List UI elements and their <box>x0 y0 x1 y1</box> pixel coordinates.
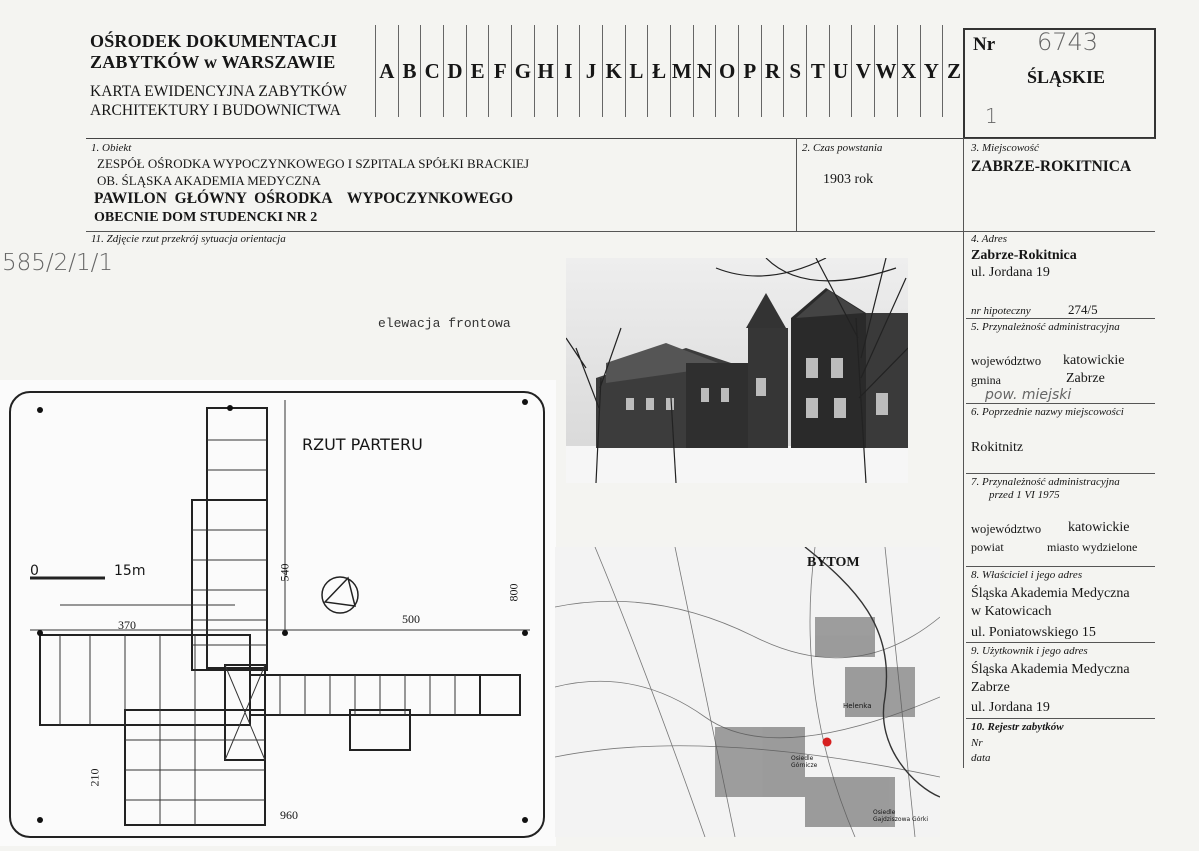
photo-section-label: 11. Zdjęcie rzut przekrój sytuacja orientacja <box>91 233 286 245</box>
admin-1975-woj-value: katowickie <box>1068 520 1130 535</box>
plan-dim-960: 960 <box>280 808 298 822</box>
divider <box>966 642 1155 643</box>
object-line4: OBECNIE DOM STUDENCKI NR 2 <box>94 210 318 225</box>
admin-pow-handwritten: pow. miejski <box>985 387 1072 403</box>
date-value: 1903 rok <box>823 172 874 187</box>
admin-1975-label1: 7. Przynależność administracyjna <box>971 476 1120 488</box>
alphabet-letter: N <box>693 25 716 117</box>
user-line1: Śląska Akademia Medyczna <box>971 662 1130 677</box>
address-label: 4. Adres <box>971 233 1008 245</box>
alphabet-letter: X <box>897 25 920 117</box>
alphabet-letter: T <box>806 25 829 117</box>
alphabet-letter: Ł <box>647 25 670 117</box>
plan-scale-end: 15m <box>114 563 146 579</box>
divider <box>963 138 964 768</box>
admin-gmina-label: gmina <box>971 373 1001 387</box>
map-label-district: Helenka <box>843 702 872 710</box>
admin-1975-powiat-value: miasto wydzielone <box>1047 540 1138 554</box>
user-label: 9. Użytkownik i jego adres <box>971 645 1088 657</box>
plan-dim-500: 500 <box>402 612 420 626</box>
alphabet-letter: W <box>874 25 897 117</box>
card-title-line1: KARTA EWIDENCYJNA ZABYTKÓW <box>90 83 347 100</box>
address-line1: Zabrze-Rokitnica <box>971 248 1077 263</box>
date-label: 2. Czas powstania <box>802 142 883 154</box>
divider <box>966 718 1155 719</box>
hip-label: nr hipoteczny <box>971 305 1031 317</box>
locality-value: ZABRZE-ROKITNICA <box>971 158 1132 175</box>
archive-side-note: 585/2/1/1 <box>2 250 114 276</box>
alphabet-letter: Y <box>920 25 943 117</box>
plan-dim-370: 370 <box>118 618 136 632</box>
prev-names-label: 6. Poprzednie nazwy miejscowości <box>971 406 1124 418</box>
alphabet-letter: C <box>420 25 443 117</box>
alphabet-letter: J <box>579 25 602 117</box>
registry-data-label: data <box>971 752 991 764</box>
alphabet-letter: A <box>375 25 398 117</box>
plan-title: RZUT PARTERU <box>302 435 423 454</box>
alphabet-letter: L <box>625 25 648 117</box>
divider <box>966 318 1155 319</box>
floor-plan <box>0 380 556 846</box>
alphabet-letter: H <box>534 25 557 117</box>
alphabet-letter: D <box>443 25 466 117</box>
divider <box>966 473 1155 474</box>
location-map <box>555 547 940 837</box>
alphabet-letter: P <box>738 25 761 117</box>
plan-dim-210: 210 <box>87 768 102 787</box>
alphabet-letter: K <box>602 25 625 117</box>
sub-number: 1 <box>985 104 998 128</box>
alphabet-letter: E <box>466 25 489 117</box>
divider <box>86 231 1155 232</box>
alphabet-letter: U <box>829 25 852 117</box>
card-title-line2: ARCHITEKTURY I BUDOWNICTWA <box>90 102 341 119</box>
admin-woj-label: województwo <box>971 354 1042 368</box>
voivodeship: ŚLĄSKIE <box>1027 67 1106 87</box>
number-box <box>963 28 1156 139</box>
object-label: 1. Obiekt <box>91 142 132 154</box>
alphabet-letter: G <box>511 25 534 117</box>
building-photo <box>566 258 908 483</box>
alphabet-letter: B <box>398 25 421 117</box>
org-name-line2: ZABYTKÓW w WARSZAWIE <box>90 52 336 72</box>
owner-line1: Śląska Akademia Medyczna <box>971 586 1130 601</box>
plan-dim-540: 540 <box>277 563 292 582</box>
map-label-city: BYTOM <box>807 555 860 570</box>
admin-1975-powiat-label: powiat <box>971 540 1004 554</box>
locality-label: 3. Miejscowość <box>971 142 1039 154</box>
alphabet-index <box>375 25 965 117</box>
plan-scale-start: 0 <box>30 563 39 579</box>
divider <box>966 403 1155 404</box>
alphabet-letter: I <box>557 25 580 117</box>
alphabet-letter: Z <box>942 25 965 117</box>
photo-caption: elewacja frontowa <box>378 316 511 331</box>
object-line2: OB. ŚLĄSKA AKADEMIA MEDYCZNA <box>97 173 321 188</box>
alphabet-letter: R <box>761 25 784 117</box>
owner-line2: w Katowicach <box>971 604 1052 619</box>
owner-line3: ul. Poniatowskiego 15 <box>971 625 1096 640</box>
object-line1: ZESPÓŁ OŚRODKA WYPOCZYNKOWEGO I SZPITALA SPÓŁKI BRACKIEJ <box>97 156 530 171</box>
hip-value: 274/5 <box>1068 302 1098 317</box>
alphabet-letter: V <box>851 25 874 117</box>
divider <box>966 566 1155 567</box>
registry-label: 10. Rejestr zabytków <box>971 721 1064 733</box>
prev-names-value: Rokitnitz <box>971 440 1024 455</box>
alphabet-letter: S <box>783 25 806 117</box>
map-label-estate2: Osiedle Gajdziszowa Górki <box>873 809 928 823</box>
alphabet-letter: O <box>715 25 738 117</box>
alphabet-letter: F <box>488 25 511 117</box>
admin-1975-woj-label: województwo <box>971 522 1042 536</box>
divider <box>86 138 1155 139</box>
user-line2: Zabrze <box>971 680 1010 695</box>
admin-1975-label2: przed 1 VI 1975 <box>989 489 1060 501</box>
registry-nr-label: Nr <box>971 737 983 749</box>
map-label-estate: Osiedle Górnicze <box>791 755 818 769</box>
admin-label: 5. Przynależność administracyjna <box>971 321 1120 333</box>
nr-label: Nr <box>973 34 996 55</box>
plan-dim-800: 800 <box>506 583 521 602</box>
admin-gmina-value: Zabrze <box>1066 371 1105 386</box>
object-line3: PAWILON GŁÓWNY OŚRODKA WYPOCZYNKOWEGO <box>94 190 514 207</box>
user-line3: ul. Jordana 19 <box>971 700 1050 715</box>
divider <box>796 138 797 231</box>
admin-woj-value: katowickie <box>1063 353 1125 368</box>
alphabet-letter: M <box>670 25 693 117</box>
owner-label: 8. Właściciel i jego adres <box>971 569 1083 581</box>
address-line2: ul. Jordana 19 <box>971 265 1050 280</box>
nr-handwritten: 6743 <box>1037 28 1099 56</box>
org-name-line1: OŚRODEK DOKUMENTACJI <box>90 31 338 51</box>
